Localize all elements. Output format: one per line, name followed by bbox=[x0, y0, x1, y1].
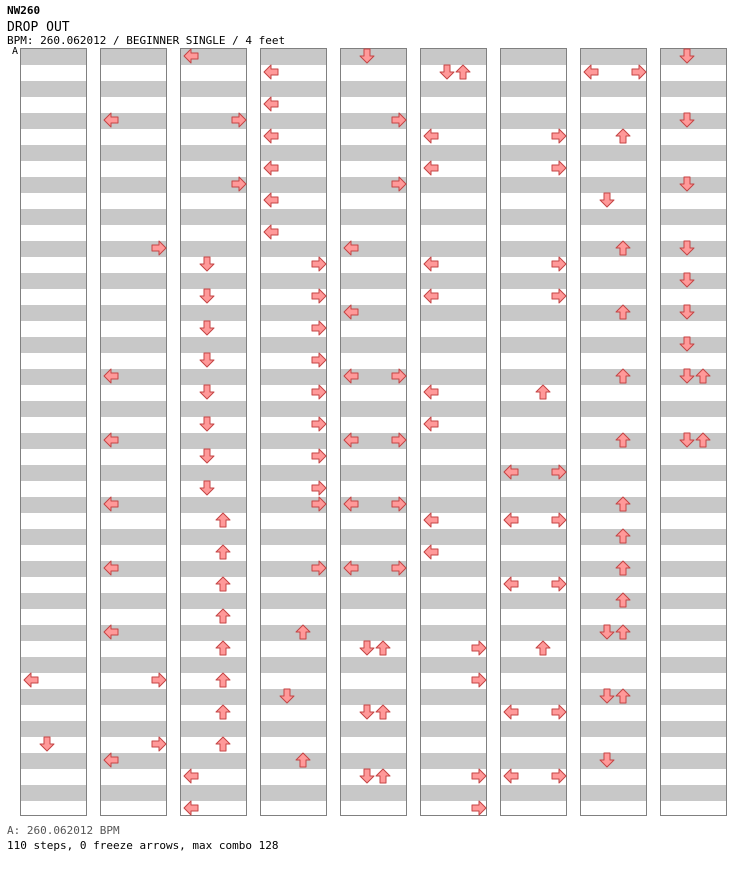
arrow-left-icon bbox=[183, 48, 199, 64]
arrow-left-icon bbox=[103, 624, 119, 640]
arrow-left-icon bbox=[423, 544, 439, 560]
arrow-down-icon bbox=[679, 176, 695, 192]
arrow-up-icon bbox=[535, 640, 551, 656]
arrow-right-icon bbox=[391, 496, 407, 512]
arrow-left-icon bbox=[423, 384, 439, 400]
arrow-left-icon bbox=[183, 800, 199, 816]
arrow-up-icon bbox=[215, 704, 231, 720]
arrow-right-icon bbox=[311, 448, 327, 464]
arrow-up-icon bbox=[375, 640, 391, 656]
arrow-left-icon bbox=[263, 64, 279, 80]
arrow-down-icon bbox=[39, 736, 55, 752]
arrow-down-icon bbox=[679, 368, 695, 384]
song-title: DROP OUT bbox=[7, 20, 70, 35]
arrow-left-icon bbox=[263, 192, 279, 208]
arrow-left-icon bbox=[343, 560, 359, 576]
arrow-left-icon bbox=[103, 560, 119, 576]
bpm-legend: A: 260.062012 BPM bbox=[7, 824, 120, 837]
chart-column-1 bbox=[20, 48, 87, 816]
arrow-left-icon bbox=[263, 224, 279, 240]
arrow-right-icon bbox=[471, 800, 487, 816]
arrow-up-icon bbox=[695, 368, 711, 384]
arrow-down-icon bbox=[199, 320, 215, 336]
arrow-down-icon bbox=[359, 704, 375, 720]
arrow-down-icon bbox=[199, 480, 215, 496]
arrow-down-icon bbox=[679, 48, 695, 64]
arrow-right-icon bbox=[391, 176, 407, 192]
arrow-down-icon bbox=[679, 336, 695, 352]
arrow-down-icon bbox=[359, 768, 375, 784]
arrow-left-icon bbox=[183, 768, 199, 784]
arrow-right-icon bbox=[311, 352, 327, 368]
arrow-right-icon bbox=[311, 560, 327, 576]
chart-column-4 bbox=[260, 48, 327, 816]
arrow-up-icon bbox=[455, 64, 471, 80]
arrow-up-icon bbox=[215, 512, 231, 528]
arrow-down-icon bbox=[599, 192, 615, 208]
arrow-right-icon bbox=[231, 112, 247, 128]
arrow-right-icon bbox=[551, 576, 567, 592]
arrow-right-icon bbox=[551, 512, 567, 528]
arrow-left-icon bbox=[423, 512, 439, 528]
arrow-up-icon bbox=[615, 592, 631, 608]
chart-column-5 bbox=[340, 48, 407, 816]
arrow-right-icon bbox=[391, 112, 407, 128]
arrow-up-icon bbox=[615, 368, 631, 384]
arrow-left-icon bbox=[343, 432, 359, 448]
arrow-left-icon bbox=[343, 496, 359, 512]
arrow-down-icon bbox=[679, 240, 695, 256]
arrow-left-icon bbox=[103, 496, 119, 512]
arrow-right-icon bbox=[391, 368, 407, 384]
arrow-right-icon bbox=[631, 64, 647, 80]
arrow-up-icon bbox=[375, 704, 391, 720]
arrow-up-icon bbox=[615, 128, 631, 144]
arrow-right-icon bbox=[311, 320, 327, 336]
arrow-up-icon bbox=[615, 240, 631, 256]
arrow-up-icon bbox=[215, 640, 231, 656]
arrow-right-icon bbox=[551, 768, 567, 784]
chart-column-9 bbox=[660, 48, 727, 816]
arrow-left-icon bbox=[103, 112, 119, 128]
arrow-right-icon bbox=[551, 256, 567, 272]
arrow-left-icon bbox=[343, 368, 359, 384]
arrow-right-icon bbox=[471, 640, 487, 656]
arrow-up-icon bbox=[215, 544, 231, 560]
chart-meta: BPM: 260.062012 / BEGINNER SINGLE / 4 feet bbox=[7, 34, 286, 47]
arrow-right-icon bbox=[311, 384, 327, 400]
arrow-up-icon bbox=[615, 528, 631, 544]
arrow-up-icon bbox=[295, 752, 311, 768]
arrow-up-icon bbox=[615, 432, 631, 448]
arrow-up-icon bbox=[535, 384, 551, 400]
arrow-down-icon bbox=[359, 640, 375, 656]
bpm-marker-label: A bbox=[12, 46, 19, 57]
arrow-right-icon bbox=[231, 176, 247, 192]
arrow-left-icon bbox=[503, 512, 519, 528]
arrow-right-icon bbox=[311, 496, 327, 512]
arrow-right-icon bbox=[471, 768, 487, 784]
arrow-left-icon bbox=[503, 464, 519, 480]
arrow-down-icon bbox=[599, 688, 615, 704]
arrow-right-icon bbox=[471, 672, 487, 688]
arrow-left-icon bbox=[503, 768, 519, 784]
arrow-right-icon bbox=[551, 464, 567, 480]
arrow-left-icon bbox=[583, 64, 599, 80]
arrow-down-icon bbox=[199, 288, 215, 304]
arrow-down-icon bbox=[439, 64, 455, 80]
chart-column-7 bbox=[500, 48, 567, 816]
arrow-right-icon bbox=[151, 672, 167, 688]
arrow-left-icon bbox=[23, 672, 39, 688]
arrow-left-icon bbox=[343, 240, 359, 256]
chart-column-8 bbox=[580, 48, 647, 816]
arrow-down-icon bbox=[679, 304, 695, 320]
arrow-right-icon bbox=[391, 560, 407, 576]
chart-stats: 110 steps, 0 freeze arrows, max combo 128 bbox=[7, 839, 279, 852]
arrow-down-icon bbox=[679, 272, 695, 288]
arrow-right-icon bbox=[151, 240, 167, 256]
arrow-up-icon bbox=[215, 608, 231, 624]
arrow-up-icon bbox=[375, 768, 391, 784]
arrow-down-icon bbox=[199, 352, 215, 368]
arrow-left-icon bbox=[503, 704, 519, 720]
arrow-right-icon bbox=[151, 736, 167, 752]
arrow-down-icon bbox=[199, 384, 215, 400]
arrow-up-icon bbox=[295, 624, 311, 640]
arrow-right-icon bbox=[551, 288, 567, 304]
arrow-left-icon bbox=[343, 304, 359, 320]
arrow-left-icon bbox=[503, 576, 519, 592]
arrow-up-icon bbox=[215, 576, 231, 592]
arrow-down-icon bbox=[199, 256, 215, 272]
arrow-left-icon bbox=[103, 368, 119, 384]
arrow-left-icon bbox=[103, 752, 119, 768]
arrow-up-icon bbox=[215, 736, 231, 752]
arrow-up-icon bbox=[615, 496, 631, 512]
chart-column-6 bbox=[420, 48, 487, 816]
arrow-right-icon bbox=[311, 480, 327, 496]
arrow-left-icon bbox=[263, 128, 279, 144]
arrow-right-icon bbox=[551, 160, 567, 176]
chart-column-2 bbox=[100, 48, 167, 816]
arrow-down-icon bbox=[199, 416, 215, 432]
arrow-right-icon bbox=[391, 432, 407, 448]
arrow-left-icon bbox=[103, 432, 119, 448]
arrow-left-icon bbox=[263, 96, 279, 112]
arrow-right-icon bbox=[311, 288, 327, 304]
arrow-up-icon bbox=[695, 432, 711, 448]
arrow-right-icon bbox=[551, 128, 567, 144]
arrow-left-icon bbox=[423, 160, 439, 176]
arrow-left-icon bbox=[423, 288, 439, 304]
arrow-left-icon bbox=[423, 256, 439, 272]
arrow-down-icon bbox=[359, 48, 375, 64]
arrow-down-icon bbox=[599, 752, 615, 768]
arrow-down-icon bbox=[679, 112, 695, 128]
arrow-right-icon bbox=[551, 704, 567, 720]
arrow-down-icon bbox=[199, 448, 215, 464]
arrow-down-icon bbox=[279, 688, 295, 704]
arrow-right-icon bbox=[311, 416, 327, 432]
arrow-right-icon bbox=[311, 256, 327, 272]
chart-column-3 bbox=[180, 48, 247, 816]
arrow-up-icon bbox=[615, 304, 631, 320]
arrow-up-icon bbox=[615, 688, 631, 704]
arrow-left-icon bbox=[423, 416, 439, 432]
arrow-up-icon bbox=[615, 624, 631, 640]
arrow-down-icon bbox=[599, 624, 615, 640]
arrow-left-icon bbox=[263, 160, 279, 176]
arrow-up-icon bbox=[215, 672, 231, 688]
arrow-down-icon bbox=[679, 432, 695, 448]
arrow-left-icon bbox=[423, 128, 439, 144]
arrow-up-icon bbox=[615, 560, 631, 576]
chart-code: NW260 bbox=[7, 4, 41, 17]
